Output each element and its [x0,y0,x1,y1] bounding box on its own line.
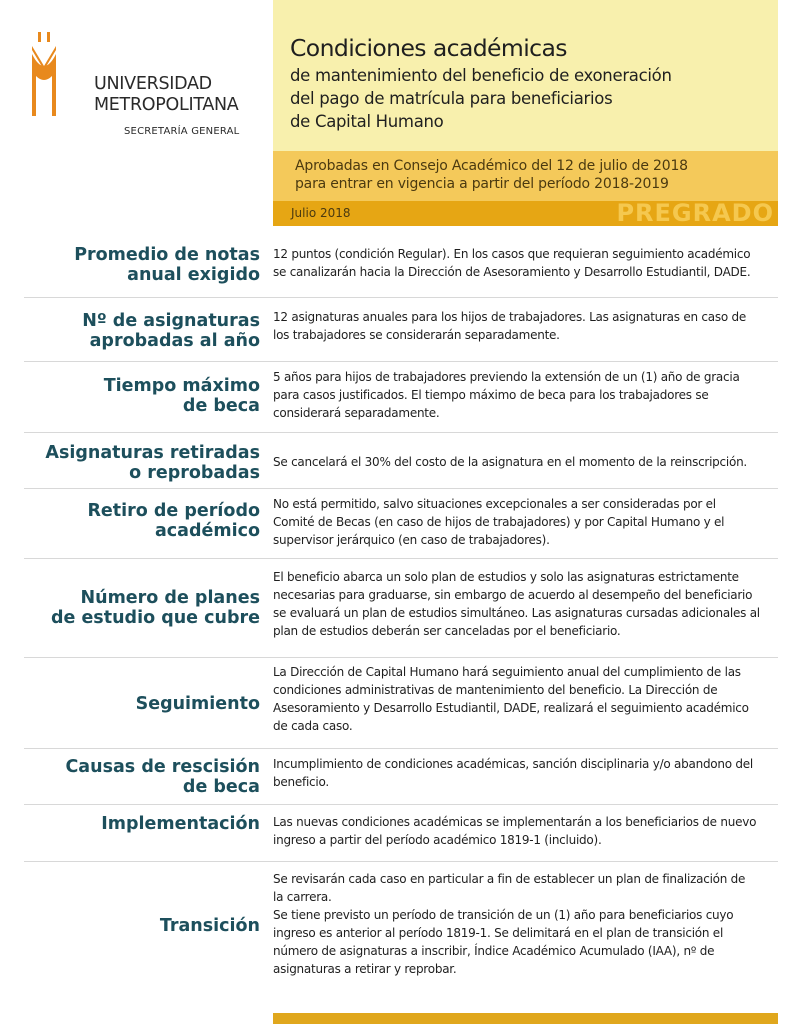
university-logo [30,32,270,152]
approval-text [295,157,688,193]
subtitle-line: de Capital Humano [290,112,444,131]
secretaria-general-label: SECRETARÍA GENERAL [124,126,240,137]
row-description [273,813,773,849]
document-subtitle [290,64,672,133]
row-label [24,916,260,936]
row-label-line: Seguimiento [135,694,260,714]
row-description-line: Incumplimiento de condiciones académicas, sanción disciplinaria y/o abandono del [273,757,753,771]
row-description-line: necesarias para graduarse, sin embargo de acuerdo al desempeño del beneficiario [273,588,753,602]
row-description-line: Se cancelará el 30% del costo de la asignatura en el momento de la reinscripción. [273,455,747,469]
row-label-line: académico [154,521,260,541]
row-description [273,870,773,978]
row-description-line: supervisor jerárquico (en caso de trabajadores). [273,533,550,547]
row-label-line: Implementación [101,814,260,834]
document-title: Condiciones académicas [290,34,567,62]
university-name-line1: UNIVERSIDAD [94,74,212,94]
row-description [273,495,773,549]
row-description-line: ingreso a partir del período académico 1819-1 (incluido). [273,833,602,847]
row-label [24,311,260,351]
row-label-line: aprobadas al año [89,331,260,351]
table-row [24,862,778,994]
row-description-line: de cada caso. [273,719,353,733]
row-label-line: Nº de asignaturas [82,311,260,331]
row-description-line: beneficio. [273,775,329,789]
document-date: Julio 2018 [291,206,351,220]
row-description-line: Asesoramiento y Desarrollo Estudiantil, DADE, realizará el seguimiento académico [273,701,749,715]
row-label-line: Causas de rescisión [65,757,260,777]
row-label [24,376,260,416]
table-row [24,658,778,749]
row-description-line: No está permitido, salvo situaciones excepcionales a ser consideradas por el [273,497,716,511]
row-label [24,443,260,483]
row-label-line: anual exigido [127,265,260,285]
date-bar [273,201,778,226]
row-label [24,501,260,541]
row-description-line: número de asignaturas a inscribir, Índice Académico Acumulado (IAA), nº de [273,944,715,958]
university-name-line2: METROPOLITANA [94,95,239,115]
row-description-line: La Dirección de Capital Humano hará seguimiento anual del cumplimiento de las [273,665,741,679]
row-label [24,588,260,628]
table-row [24,805,778,862]
row-label [24,757,260,797]
row-description-line: 12 asignaturas anuales para los hijos de trabajadores. Las asignaturas en caso de [273,310,747,324]
row-description-line: se evaluará un plan de estudios simultáneo. Las asignaturas cursadas adicionales al [273,606,760,620]
row-description-line: condiciones administrativas de mantenimiento del beneficio. La Dirección de [273,683,718,697]
row-description-line: 12 puntos (condición Regular). En los casos que requieran seguimiento académico [273,247,751,261]
row-label-line: o reprobadas [129,463,260,483]
row-description-line: Se revisarán cada caso en particular a fin de establecer un plan de finalización de [273,872,746,886]
subtitle-line: de mantenimiento del beneficio de exoneración [290,66,672,85]
level-label: PREGRADO [616,201,774,226]
row-description-line: Las nuevas condiciones académicas se implementarán a los beneficiarios de nuevo [273,815,757,829]
row-label [24,245,260,285]
row-description [273,245,773,281]
row-label-line: Asignaturas retiradas [45,443,260,463]
row-description-line: considerará separadamente. [273,406,440,420]
footer-bar [273,1013,778,1024]
row-description-line: los trabajadores se considerarán separadamente. [273,328,560,342]
row-label-line: Tiempo máximo [103,376,260,396]
row-label [24,694,260,714]
row-description-line: Comité de Becas (en caso de hijos de trabajadores) y por Capital Humano y el [273,515,725,529]
table-row [24,749,778,805]
table-row [24,489,778,559]
row-label [24,814,260,834]
row-label-line: de beca [182,396,260,416]
row-description-line: asignaturas a retirar y reprobar. [273,962,457,976]
table-row [24,232,778,298]
approval-line: para entrar en vigencia a partir del período 2018-2019 [295,176,669,192]
row-description [273,568,773,640]
row-description-line: 5 años para hijos de trabajadores previendo la extensión de un (1) año de gracia [273,370,740,384]
row-description-line: plan de estudios deberán ser canceladas por el beneficiario. [273,624,621,638]
row-description-line: ingreso es anterior al período 1819-1. Se delimitará en el plan de transición el [273,926,724,940]
university-logo-icon [30,32,60,116]
row-description-line: Se tiene previsto un período de transición de un (1) año para beneficiarios cuyo [273,908,734,922]
subtitle-line: del pago de matrícula para beneficiarios [290,89,613,108]
row-label-line: Transición [159,916,260,936]
conditions-table [24,232,778,994]
row-label-line: Número de planes [80,588,260,608]
university-name [94,74,238,116]
title-panel [273,0,778,151]
row-description [273,663,773,735]
row-label-line: Retiro de período [87,501,260,521]
row-label-line: Promedio de notas [74,245,260,265]
approval-panel [273,151,778,201]
row-label-line: de estudio que cubre [50,608,260,628]
row-description-line: El beneficio abarca un solo plan de estudios y solo las asignaturas estrictamente [273,570,739,584]
row-description-line: para casos justificados. El tiempo máximo de beca para los trabajadores se [273,388,709,402]
row-description-line: la carrera. [273,890,332,904]
row-description [273,308,773,344]
approval-line: Aprobadas en Consejo Académico del 12 de julio de 2018 [295,158,688,174]
table-row [24,298,778,362]
row-description-line: se canalizarán hacia la Dirección de Asesoramiento y Desarrollo Estudiantil, DADE. [273,265,751,279]
table-row [24,433,778,489]
table-row [24,362,778,433]
row-label-line: de beca [182,777,260,797]
table-row [24,559,778,658]
row-description [273,453,773,471]
row-description [273,755,773,791]
row-description [273,368,773,422]
